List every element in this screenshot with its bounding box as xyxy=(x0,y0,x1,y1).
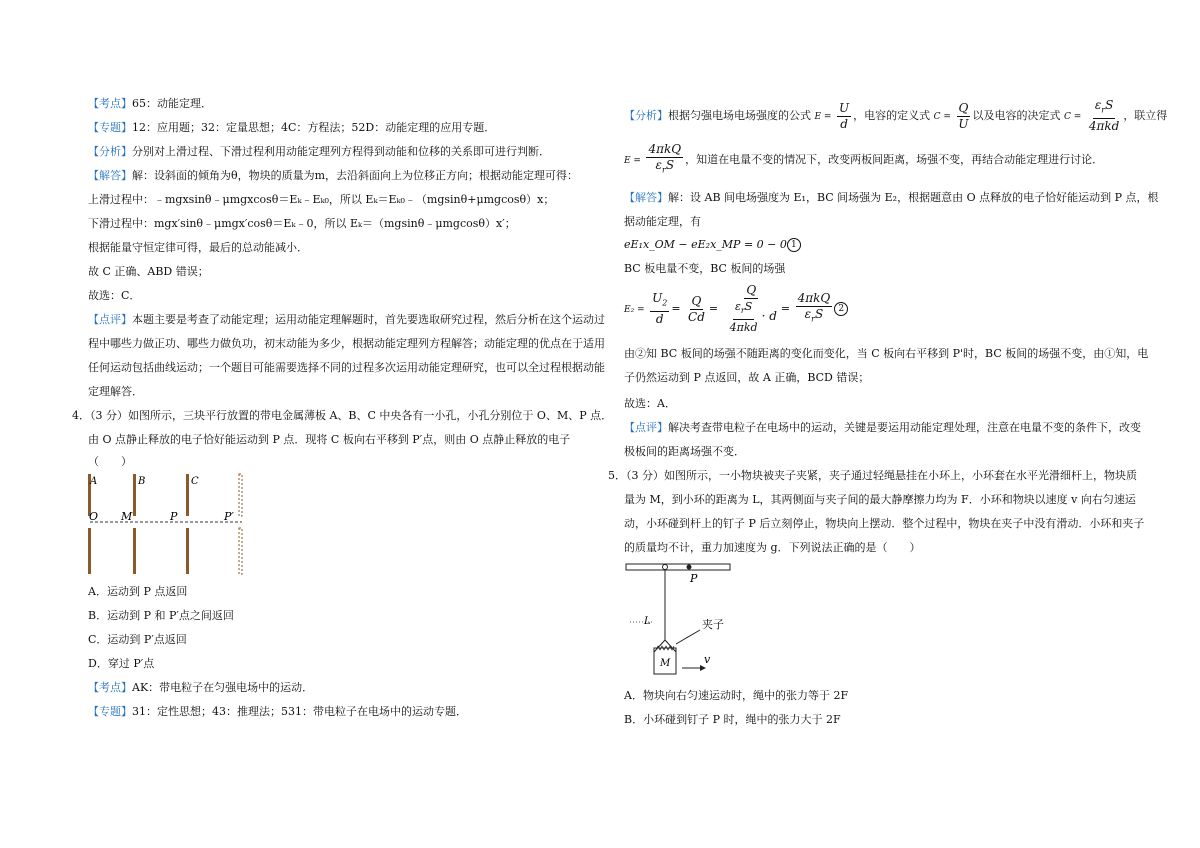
bc-line: BC 板电量不变，BC 板间的场强 xyxy=(624,262,786,275)
question-4-line3: （ ） xyxy=(88,455,132,468)
frac-num: U xyxy=(838,100,850,115)
dianping-text: 本题主要是考查了动能定理；运用动能定理解题时，首先要选取研究过程，然后分析在这个运动过 xyxy=(132,313,605,326)
formula-u-over-d xyxy=(837,101,851,132)
jieda-1 xyxy=(88,168,578,184)
label-clip: 夹子 xyxy=(702,618,724,631)
choice-line: 故选：C． xyxy=(88,289,141,302)
label-p-prime: P′ xyxy=(224,510,234,523)
dianping-2-line2: 极板间的距离场强不变． xyxy=(624,445,745,458)
zhuanti-tag: 【 专题 】 xyxy=(88,705,132,718)
frac-num: 4πkQ xyxy=(648,142,682,157)
dianping-text: 解决考查带电粒子在电场中的运动，关键是要运用动能定理处理，注意在电量不变的条件下，改变 xyxy=(668,421,1141,434)
epsilon: ε xyxy=(734,300,741,314)
zhuanti-1 xyxy=(88,120,495,136)
ring xyxy=(663,565,668,570)
dianping-1-line2: 程中哪些力做正功、哪些力做负功，初末动能为多少，根据动能定理列方程解答；动能定理的优点在于适用 xyxy=(88,337,605,350)
nail-p xyxy=(687,565,692,570)
frac-num: Q xyxy=(691,293,702,308)
q4-option-a: A．运动到 P 点返回 xyxy=(88,585,188,598)
formula-epss-over-4pikd xyxy=(1087,98,1121,133)
kaodian-tag: 【 考点 】 xyxy=(88,97,132,110)
kaodian-2 xyxy=(88,680,313,696)
dianping-1 xyxy=(88,312,605,328)
question-4-line1: 4．（3 分）如图所示，三块平行放置的带电金属薄板 A、B、C 中央各有一小孔，小孔分别位于 O、M、P 点． xyxy=(72,409,613,422)
fenxi-text-e: ，知道在电量不变的情况下，改变两板间距离，场强不变，再结合动能定理进行讨论． xyxy=(685,153,1104,166)
epsilon: ε xyxy=(804,307,812,322)
jieda-2-line3: 由②知 BC 板间的场强不随距离的变化而变化，当 C 板向右平移到 P'时，BC 板间的场强不变，由①知，电 xyxy=(624,347,1149,360)
label-m: M xyxy=(660,658,671,669)
question-5-line2: 量为 M，到小环的距离为 L，其两侧面与夹子间的最大静摩擦力均为 F．小环和物块以速度 v 向右匀速运 xyxy=(624,493,1136,506)
up-process-line: 上滑过程中：﹣mgxsinθ﹣μmgxcosθ＝Eₖ﹣Eₖ₀，所以 Eₖ＝Eₖ₀﹣（mgsinθ+μmgcosθ）x； xyxy=(88,193,555,206)
dianping-2 xyxy=(624,420,1141,436)
frac-num: 4πkQ xyxy=(797,291,831,306)
frac-den: Cd xyxy=(688,309,705,324)
label-o: O xyxy=(89,510,99,523)
kaodian-text: 65：动能定理． xyxy=(132,97,212,110)
frac-num: Q xyxy=(746,283,757,298)
frac-nested xyxy=(724,283,779,334)
plate-b xyxy=(133,474,136,574)
clip-pointer xyxy=(676,630,700,644)
frac-den: $\varepsilon_rS$ xyxy=(655,158,675,175)
eq-c-label: C = xyxy=(933,112,951,122)
jieda-text: 解：设斜面的倾角为θ，物块的质量为m，去沿斜面向上为位移正方向；根据动能定理可得： xyxy=(132,169,579,182)
label-b: B xyxy=(138,476,146,487)
frac-den: U xyxy=(958,116,969,131)
frac-u2-over-d xyxy=(650,291,669,326)
frac-num: Q xyxy=(958,100,969,115)
zhuanti-text: 31：定性思想；43：推理法；531：带电粒子在电场中的运动专题． xyxy=(132,705,467,718)
kaodian-text: AK：带电粒子在匀强电场中的运动． xyxy=(132,681,314,694)
fenxi-2 xyxy=(624,98,1167,135)
jieda-text: 解：设 AB 间电场强度为 E₁，BC 间场强为 E₂，根据题意由 O 点释放的电子恰好能运动到 P 点，根 xyxy=(668,191,1159,204)
equation-1-text: eE₁x_OM − eE₂x_MP = 0 − 0 xyxy=(624,238,787,251)
jieda-tag: 【 解答 】 xyxy=(88,169,132,182)
jieda-tag: 【 解答 】 xyxy=(624,191,668,204)
plate-c xyxy=(186,474,189,574)
e2-label: E₂ = xyxy=(624,305,645,315)
frac-den: 4πkd xyxy=(1088,118,1120,133)
eq-c-label: C = xyxy=(1064,112,1082,122)
zhuanti-tag: 【 专题 】 xyxy=(88,121,132,134)
formula-q-over-u xyxy=(956,101,970,132)
plate-c-shifted xyxy=(239,474,242,574)
label-p: P xyxy=(690,572,698,585)
energy-line: 根据能量守恒定律可得，最后的总动能减小． xyxy=(88,241,308,254)
fenxi-text-c: 以及电容的决定式 xyxy=(972,109,1061,122)
question-5-line4: 的质量均不计，重力加速度为 g．下列说法正确的是（ ） xyxy=(624,541,921,554)
frac-den: 4πkd xyxy=(729,320,758,334)
frac-q-over-cd xyxy=(686,294,707,325)
kaodian-tag: 【 考点 】 xyxy=(88,681,132,694)
question-5-line3: 动，小环碰到杆上的钉子 P 后立刻停止，物块向上摆动．整个过程中，物块在夹子中没有滑动．小环和夹子 xyxy=(624,517,1145,530)
q5-option-a: A．物块向右匀速运动时，绳中的张力等于 2F xyxy=(624,689,849,702)
jieda-2-line4: 子仍然运动到 P 点返回，故 A 正确，BCD 错误； xyxy=(624,371,870,384)
frac-num: $\varepsilon_rS$ xyxy=(1093,98,1116,118)
dianping-tag: 【 点评 】 xyxy=(88,313,132,326)
fenxi-text: 分别对上滑过程、下滑过程利用动能定理列方程得到动能和位移的关系即可进行判断． xyxy=(132,145,550,158)
frac-den: d xyxy=(840,116,848,131)
equation-1 xyxy=(624,237,801,253)
fenxi-text-b: ，电容的定义式 xyxy=(853,109,931,122)
label-p: P xyxy=(170,510,178,523)
eq-e-label: E = xyxy=(814,112,832,122)
frac-den: $\varepsilon_rS$ xyxy=(804,307,824,324)
circled-one: 1 xyxy=(787,238,801,252)
rod xyxy=(626,564,730,570)
frac-den: d xyxy=(655,311,664,326)
frac-den: $\frac{\varepsilon_rS}{\text{4πkd}}$ · d xyxy=(729,300,777,334)
plates-figure xyxy=(84,470,254,580)
dianping-1-line3: 任何运动包括曲线运动；一个题目可能需要选择不同的过程多次运用动能定理研究，也可以全过程根据动能 xyxy=(88,361,605,374)
label-l: L xyxy=(644,616,651,627)
clip-figure xyxy=(622,560,742,680)
q4-option-c: C．运动到 P′点返回 xyxy=(88,633,187,646)
fenxi-2-line2 xyxy=(624,142,1103,179)
question-4-line2: 由 O 点静止释放的电子恰好能运动到 P 点．现将 C 板向右平移到 P′点，则由 O 点静止释放的电子 xyxy=(88,433,571,446)
plate-a xyxy=(88,474,91,574)
fenxi-tag: 【 分析 】 xyxy=(88,145,132,158)
zhuanti-2 xyxy=(88,704,467,720)
fenxi-text-d: ，联立得 xyxy=(1123,109,1168,122)
conclusion-line: 故 C 正确、ABD 错误； xyxy=(88,265,209,278)
label-a: A xyxy=(90,476,98,487)
label-v: v xyxy=(704,653,711,666)
zhuanti-text: 12：应用题；32：定量思想；4C：方程法；52D：动能定理的应用专题． xyxy=(132,121,496,134)
q5-option-b: B．小环碰到钉子 P 时，绳中的张力大于 2F xyxy=(624,713,841,726)
fenxi-tag: 【 分析 】 xyxy=(624,109,668,122)
fenxi-text-a: 根据匀强电场电场强度的公式 xyxy=(668,109,811,122)
eq-e-label: E = xyxy=(624,156,641,166)
epsilon: ε xyxy=(655,158,662,173)
dianping-1-line4: 定理解答． xyxy=(88,385,143,398)
circled-two: 2 xyxy=(834,302,848,316)
frac-num: $U_2$ xyxy=(650,291,669,311)
choice-2: 故选：A． xyxy=(624,397,676,410)
equation-2: E₂ = $\frac{U_2}{d}$ = $\frac{Q}{Cd}$ = Q $\frac{\varepsilon_rS}{\text{4πkd}}$ · d = $\frac{\text{4πkQ}}{\varepsilon_rS}$ 2 xyxy=(624,281,848,337)
kaodian-1 xyxy=(88,96,212,112)
fenxi-1 xyxy=(88,144,550,160)
dianping-tag: 【 点评 】 xyxy=(624,421,668,434)
formula-4pikq-over-epss xyxy=(646,142,683,177)
frac-4pikq-over-epss xyxy=(796,291,833,326)
epsilon: ε xyxy=(1094,98,1102,113)
label-c: C xyxy=(191,476,199,487)
jieda-2-line2: 据动能定理，有 xyxy=(624,215,701,228)
down-process-line: 下滑过程中：mgx′sinθ﹣μmgx′cosθ＝Eₖ﹣0，所以 Eₖ＝（mgsinθ﹣μmgcosθ）x′； xyxy=(88,217,516,230)
label-m: M xyxy=(121,510,133,523)
q4-option-b: B．运动到 P 和 P′点之间返回 xyxy=(88,609,234,622)
question-5-line1: 5．（3 分）如图所示，一小物块被夹子夹紧，夹子通过轻绳悬挂在小环上，小环套在水平光滑细杆上，物块质 xyxy=(608,469,1137,482)
jieda-2 xyxy=(624,190,1159,206)
q4-option-d: D．穿过 P′点 xyxy=(88,657,155,670)
